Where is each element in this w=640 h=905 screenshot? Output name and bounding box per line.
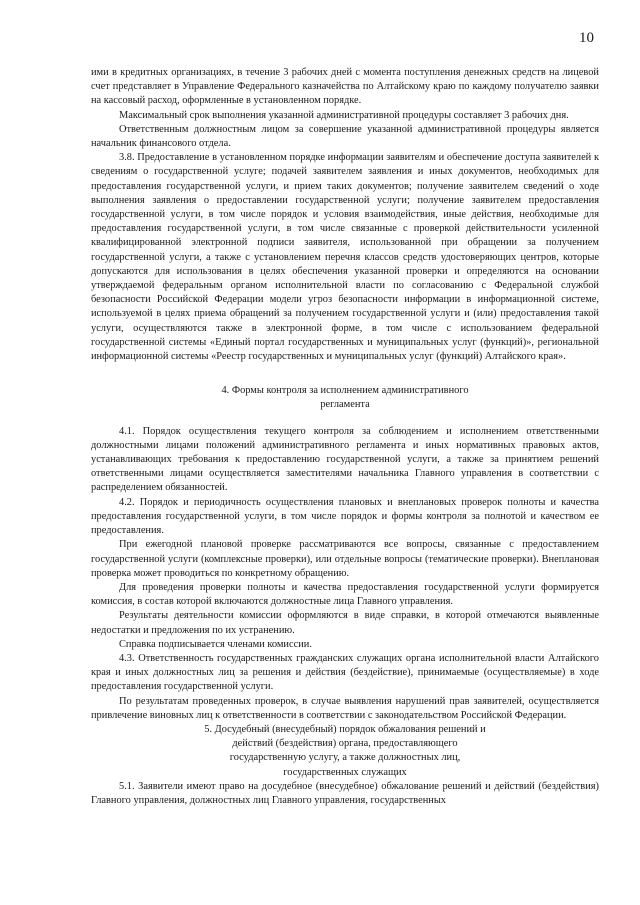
paragraph-5-1: 5.1. Заявители имеют право на досудебное (внесудебное) обжалование решений и действий (бездействия) Главного управления, должностных лиц Главного управления, государственных [91, 780, 599, 806]
paragraph-results: Результаты деятельности комиссии оформляются в виде справки, в которой отмечаются выявленные недостатки и предложения по их устранению. [91, 610, 599, 636]
paragraph-continuation: ими в кредитных организациях, в течение 3 рабочих дней с момента поступления денежных средств на лицевой счет представляет в Управление Федерального казначейства по Алтайскому краю по каждому получателю заявки на кассовый расход, оформленные в установленном порядке. [91, 67, 599, 107]
section-4-heading-line: 4. Формы контроля за исполнением административного [221, 385, 469, 397]
paragraph-violations: По результатам проведенных проверок, в случае выявления нарушений прав заявителей, осуществляется привлечение виновных лиц к ответственности в соответствии с законодательством Российской Федерации. [91, 695, 599, 721]
section-5-heading [91, 723, 599, 780]
paragraph-3-8: 3.8. Предоставление в установленном порядке информации заявителям и обеспечение доступа заявителей к сведениям о государственной услуге; подачей заявителем заявления и иных документов, необходимых для предоставления государственной услуги, и прием таких документов; получение заявителем сведений о ходе выполнения заявления о предоставлении государственной услуги; получение заявителем предоставления государственной услуги, в том числе порядок и условия взаимодействия, иные действия, необходимые для предоставления государственной услуги, в том числе связанные с проверкой действительности усиленной квалифицированной электронной подписи заявителя, использованной при обращении за получением государственной услуги, а также с установлением перечня классов средств удостоверяющих центров, которые допускаются для использования в целях обеспечения указанной проверки и определяются на основании утверждаемой федеральным органом исполнительной власти по согласованию с Федеральной службой безопасности Российской Федерации модели угроз безопасности информации в информационной системе, используемой в целях приема обращений за получением государственной услуги и (или) предоставления такой услуги, осуществляются также в электронной форме, в том числе с использованием федеральной государственной системы «Единый портал государственных и муниципальных услуг (функций)», региональной информационной системы «Реестр государственных и муниципальных услуг (функций) Алтайского края». [91, 152, 599, 363]
paragraph-annual-check: При ежегодной плановой проверке рассматриваются все вопросы, связанные с предоставлением государственной услуги (комплексные проверки), или отдельные вопросы (тематические проверки). Внеплановая проверка может проводиться по конкретному обращению. [91, 539, 599, 579]
document-body [91, 66, 599, 808]
page-number: 10 [579, 30, 594, 46]
paragraph-signature: Справка подписывается членами комиссии. [119, 638, 312, 650]
paragraph-commission: Для проведения проверки полноты и качества предоставления государственной услуги формируется комиссия, в состав которой включаются должностные лица Главного управления. [91, 581, 599, 608]
paragraph-max-duration: Максимальный срок выполнения указанной административной процедуры составляет 3 рабочих дня. [119, 109, 569, 121]
paragraph-responsible-official: Ответственным должностным лицом за совершение указанной административной процедуры является начальник финансового отдела. [91, 123, 599, 150]
section-5-heading-line: государственную услугу, а также должностных лиц, [229, 752, 461, 764]
section-5-heading-line: 5. Досудебный (внесудебный) порядок обжалования решений и [204, 723, 486, 735]
section-5-heading-line: государственных служащих [283, 766, 407, 778]
section-5-heading-line: действий (бездействия) органа, предоставляющего [232, 738, 458, 750]
paragraph-4-3: 4.3. Ответственность государственных гражданских служащих органа исполнительной власти Алтайского края и иных должностных лиц за решения и действия (бездействие), принимаемые (осуществляемые) в ходе предоставления государственной услуги. [91, 652, 599, 693]
section-4-heading-line: регламента [320, 399, 370, 411]
paragraph-4-2: 4.2. Порядок и периодичность осуществления плановых и внеплановых проверок полноты и качества предоставления государственной услуги, в том числе порядок и формы контроля за полнотой и качеством ее предоставления. [91, 496, 599, 537]
paragraph-4-1: 4.1. Порядок осуществления текущего контроля за соблюдением и исполнением ответственными должностными лицами положений административного регламента и иных нормативных правовых актов, устанавливающих требования к предоставлению государственной услуги, а также за принятием решений ответственными лицами осуществляется заместителями начальника Главного управления в соответствии с распределением обязанностей. [91, 425, 599, 494]
section-4-heading [91, 384, 599, 412]
